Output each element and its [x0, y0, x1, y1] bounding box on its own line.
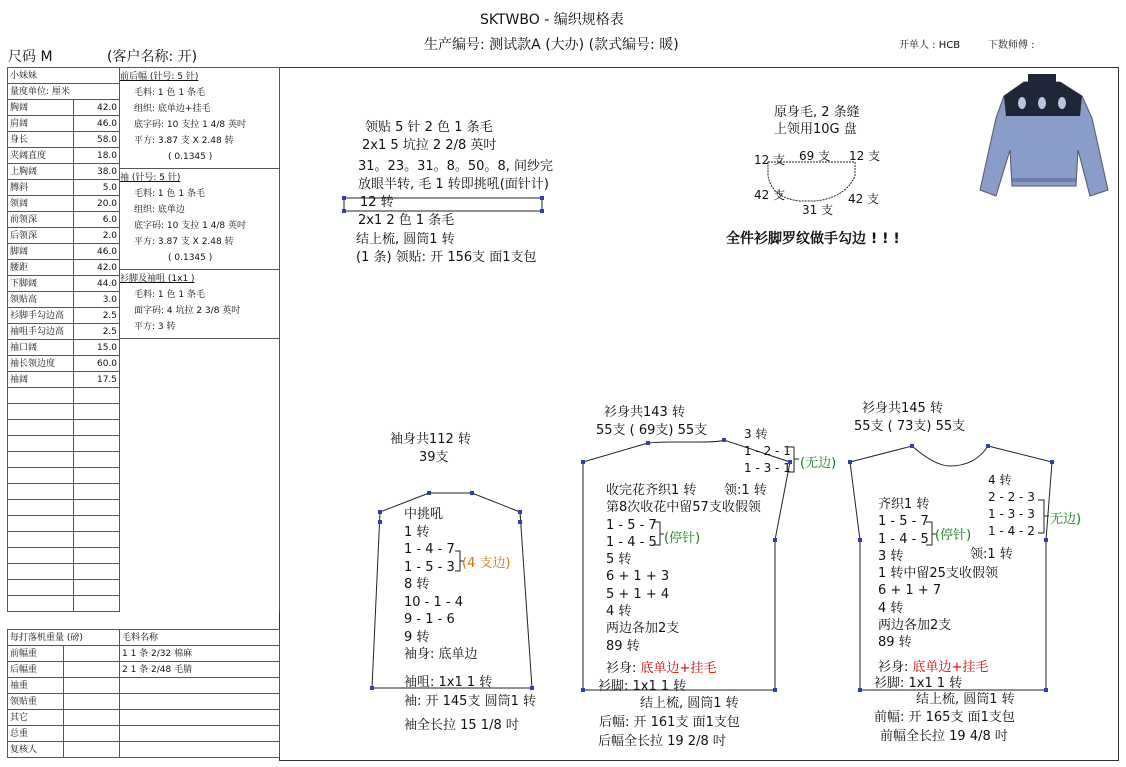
instruction-line: 1 - 4 - 5	[878, 531, 929, 547]
instruction-line: 1 - 3 - 1	[744, 461, 791, 475]
front-title: 衫身共145 转	[862, 401, 943, 416]
instruction-line: 1 - 4 - 2	[988, 524, 1035, 538]
back-needle-note: (停针)	[664, 531, 701, 546]
collar-line-2: 2x1 5 坑拉 2 2/8 英吋	[362, 138, 497, 153]
instruction-line: 1 - 5 - 3	[404, 559, 455, 575]
master-label: 下数师傅 :	[988, 40, 1035, 51]
instruction-line: 3 转	[744, 427, 768, 441]
collar-line-5: 12 转	[360, 195, 394, 210]
collar-line-3: 31。23。31。8。50。8, 间纱完	[358, 159, 553, 174]
instruction-line: 1 - 4 - 5	[606, 534, 657, 550]
collar-rect	[344, 198, 542, 211]
neck-top-right: 12 支	[849, 149, 881, 163]
measure-value: 42.0	[74, 260, 120, 276]
measure-value: 38.0	[74, 164, 120, 180]
back-title: 衫身共143 转	[604, 405, 685, 420]
measure-name: 脚阔	[8, 244, 74, 260]
back-body: 衫身: 底单边+挂毛	[606, 661, 717, 676]
instruction-line: 3 转	[878, 548, 904, 564]
weight-name: 前幅重	[8, 646, 64, 662]
spec-block-title: 衫脚及袖咀 (1x1 )	[120, 274, 195, 284]
instruction-line: 9 - 1 - 6	[404, 612, 455, 627]
spec-line: ( 0.1345 )	[168, 152, 213, 162]
sleeve-cuff: 袖咀: 1x1 1 转	[404, 675, 493, 690]
collar-line-1: 领贴 5 针 2 色 1 条毛	[365, 120, 493, 135]
sleeve-open: 袖: 开 145支 圆筒1 转	[404, 694, 536, 709]
front-collar: 领:1 转	[970, 547, 1013, 562]
measure-name: 领贴高	[8, 292, 74, 308]
collar-line-6: 2x1 2 色 1 条毛	[358, 213, 455, 228]
spec-line: 底字码: 10 支拉 1 4/8 英吋	[134, 120, 247, 130]
client-name: (客户名称: 开)	[107, 49, 198, 65]
back-instructions	[606, 482, 761, 655]
spec-block-title: 前后幅 (针号: 5 针)	[120, 72, 199, 82]
hem-note: 全件衫脚罗纹做手勾边 ! ! !	[726, 231, 900, 247]
sleeve-instructions	[404, 506, 478, 664]
measure-name: 袖长领边度	[8, 356, 74, 372]
instruction-line: 89 转	[606, 638, 640, 654]
instruction-line: 89 转	[878, 635, 912, 651]
front-instructions	[878, 496, 998, 652]
measure-name: 膊斜	[8, 180, 74, 196]
sleeve-sub: 39支	[419, 450, 449, 465]
production-number: 生产编号: 测试款A (大办) (款式编号: 暖)	[424, 37, 679, 53]
measure-name: 下脚阔	[8, 276, 74, 292]
weight-name: 其它	[8, 710, 64, 726]
measure-value: 5.0	[74, 180, 120, 196]
back-collar: 领:1 转	[724, 483, 767, 498]
measure-name: 后领深	[8, 228, 74, 244]
spec-line: 毛料: 1 色 1 条毛	[134, 88, 205, 98]
front-open: 前幅: 开 165支 面1支包	[874, 710, 1015, 725]
sleeve-length: 袖全长拉 15 1/8 吋	[404, 718, 519, 733]
measure-name: 前领深	[8, 212, 74, 228]
measure-value: 18.0	[74, 148, 120, 164]
neck-line-1: 原身毛, 2 条缝	[774, 105, 860, 120]
instruction-line: 两边各加2支	[878, 618, 952, 634]
instruction-line: 1 - 2 - 1	[744, 444, 791, 458]
spec-line: 面字码: 4 坑拉 2 3/8 英吋	[134, 306, 241, 316]
instruction-line: 9 转	[404, 629, 430, 645]
measure-value: 46.0	[74, 116, 120, 132]
measure-value: 15.0	[74, 340, 120, 356]
instruction-line: 袖身: 底单边	[404, 647, 478, 662]
instruction-line: 1 - 3 - 3	[988, 507, 1035, 521]
instruction-line: 8 转	[404, 577, 430, 592]
weight-name: 后幅重	[8, 662, 64, 678]
measure-value: 17.5	[74, 372, 120, 388]
weight-name: 领贴重	[8, 694, 64, 710]
neck-top-left: 12 支	[754, 153, 786, 167]
weight-name: 复核人	[8, 742, 64, 758]
measure-name: 肩阔	[8, 116, 74, 132]
front-sub: 55支 ( 73支) 55支	[854, 419, 966, 434]
back-open: 后幅: 开 161支 面1支包	[599, 715, 740, 730]
yarn-header: 毛料名称	[120, 630, 280, 646]
measure-value: 2.5	[74, 308, 120, 324]
document-title: SKTWBO - 编织规格表	[480, 12, 624, 28]
measure-value: 42.0	[74, 100, 120, 116]
measure-name: 腰距	[8, 260, 74, 276]
front-needle-note: (停针)	[935, 528, 972, 543]
spec-line: 平方: 3 转	[134, 322, 176, 332]
back-length: 后幅全长拉 19 2/8 吋	[598, 734, 726, 749]
measure-value: 6.0	[74, 212, 120, 228]
spec-line: 毛料: 1 色 1 条毛	[134, 189, 205, 199]
collar-line-8: (1 条) 领贴: 开 156支 面1支包	[356, 250, 537, 265]
sleeve-title: 袖身共112 转	[390, 432, 471, 447]
instruction-line: 2 - 2 - 3	[988, 490, 1035, 504]
neck-top-mid: 69 支	[799, 149, 831, 163]
measure-value: 44.0	[74, 276, 120, 292]
instruction-line: 齐织1 转	[878, 497, 930, 512]
back-shoulder-note: (无边)	[800, 456, 837, 471]
sleeve-bracket-note: (4 支边)	[462, 556, 511, 571]
instruction-line: 5 转	[606, 552, 632, 568]
instruction-line: 1 - 5 - 7	[878, 514, 929, 530]
instruction-line: 10 - 1 - 4	[404, 594, 463, 610]
spec-line: 底字码: 10 支拉 1 4/8 英吋	[134, 221, 247, 231]
instruction-line: 4 转	[878, 600, 904, 616]
yarn-name: 2 1 条 2/48 毛腈	[120, 662, 280, 678]
spec-line: 组织: 底单边+挂毛	[134, 104, 211, 114]
measure-name: 上胸阔	[8, 164, 74, 180]
sweater-thumbnail	[980, 74, 1108, 196]
back-shoulder	[744, 426, 791, 477]
spec-line: 平方: 3.87 支 X 2.48 转	[134, 237, 234, 247]
measure-name: 身长	[8, 132, 74, 148]
weight-name: 袖重	[8, 678, 64, 694]
neck-side-left: 42 支	[754, 188, 786, 202]
measure-name: 领阔	[8, 196, 74, 212]
neck-shape	[768, 162, 855, 201]
instruction-line: 1 - 4 - 7	[404, 542, 455, 557]
measure-value: 20.0	[74, 196, 120, 212]
instruction-line: 两边各加2支	[606, 621, 680, 637]
measure-value: 58.0	[74, 132, 120, 148]
instruction-line: 5 + 1 + 4	[606, 586, 670, 602]
instruction-line: 中挑吼	[404, 507, 444, 522]
spec-line: 平方: 3.87 支 X 2.48 转	[134, 136, 234, 146]
table-header: 小妹妹	[8, 68, 120, 84]
spec-block-title: 袖 (针号: 5 针)	[120, 173, 181, 183]
collar-handles	[342, 196, 544, 213]
unit-label: 量度单位: 厘米	[8, 84, 120, 100]
back-finish: 结上梳, 圆筒1 转	[640, 696, 739, 711]
instruction-line: 4 转	[606, 604, 632, 620]
instruction-line: 1 转中留25支收假领	[878, 566, 998, 582]
measure-value: 46.0	[74, 244, 120, 260]
measure-name: 夹阔直度	[8, 148, 74, 164]
front-finish: 结上梳, 圆筒1 转	[916, 692, 1015, 707]
yarn-name: 1 1 条 2/32 棉麻	[120, 646, 280, 662]
spec-line: 组织: 底单边	[134, 205, 185, 215]
neck-bottom: 31 支	[802, 203, 834, 217]
front-body: 衫身: 底单边+挂毛	[878, 660, 989, 675]
instruction-line: 1 转	[404, 524, 430, 540]
size-label: 尺码 M	[8, 49, 53, 65]
measure-value: 2.5	[74, 324, 120, 340]
front-hem: 衫脚: 1x1 1 转	[874, 676, 963, 691]
measure-name: 袖阔	[8, 372, 74, 388]
weight-header: 每打落机重量 (磅)	[8, 630, 120, 646]
neck-side-right: 42 支	[848, 192, 880, 206]
measure-name: 胸阔	[8, 100, 74, 116]
instruction-line: 6 + 1 + 7	[878, 583, 942, 599]
back-sub: 55支 ( 69支) 55支	[596, 423, 708, 438]
collar-line-4: 放眼半转, 毛 1 转即挑吼(面针计)	[358, 177, 549, 192]
measure-value: 3.0	[74, 292, 120, 308]
measure-name: 衫脚手勾边高	[8, 308, 74, 324]
collar-line-7: 结上梳, 圆筒1 转	[356, 232, 455, 247]
back-hem: 衫脚: 1x1 1 转	[598, 679, 687, 694]
instruction-line: 1 - 5 - 7	[606, 517, 657, 533]
spec-line: 毛料: 1 色 1 条毛	[134, 290, 205, 300]
measure-value: 2.0	[74, 228, 120, 244]
instruction-line: 收完花齐织1 转	[606, 483, 697, 498]
neck-line-2: 上领用10G 盘	[774, 122, 857, 137]
front-length: 前幅全长拉 19 4/8 吋	[880, 729, 1008, 744]
measure-value: 60.0	[74, 356, 120, 372]
weight-name: 总重	[8, 726, 64, 742]
instruction-line: 6 + 1 + 3	[606, 569, 670, 585]
measure-name: 袖咀手勾边高	[8, 324, 74, 340]
front-shoulder-note: 无边)	[1050, 512, 1082, 527]
creator-label: 开单人 : HCB	[899, 40, 961, 51]
spec-line: ( 0.1345 )	[168, 253, 213, 263]
instruction-line: 4 转	[988, 473, 1012, 487]
measure-name: 袖口阔	[8, 340, 74, 356]
instruction-line: 第8次收花中留57支收假领	[606, 500, 761, 516]
